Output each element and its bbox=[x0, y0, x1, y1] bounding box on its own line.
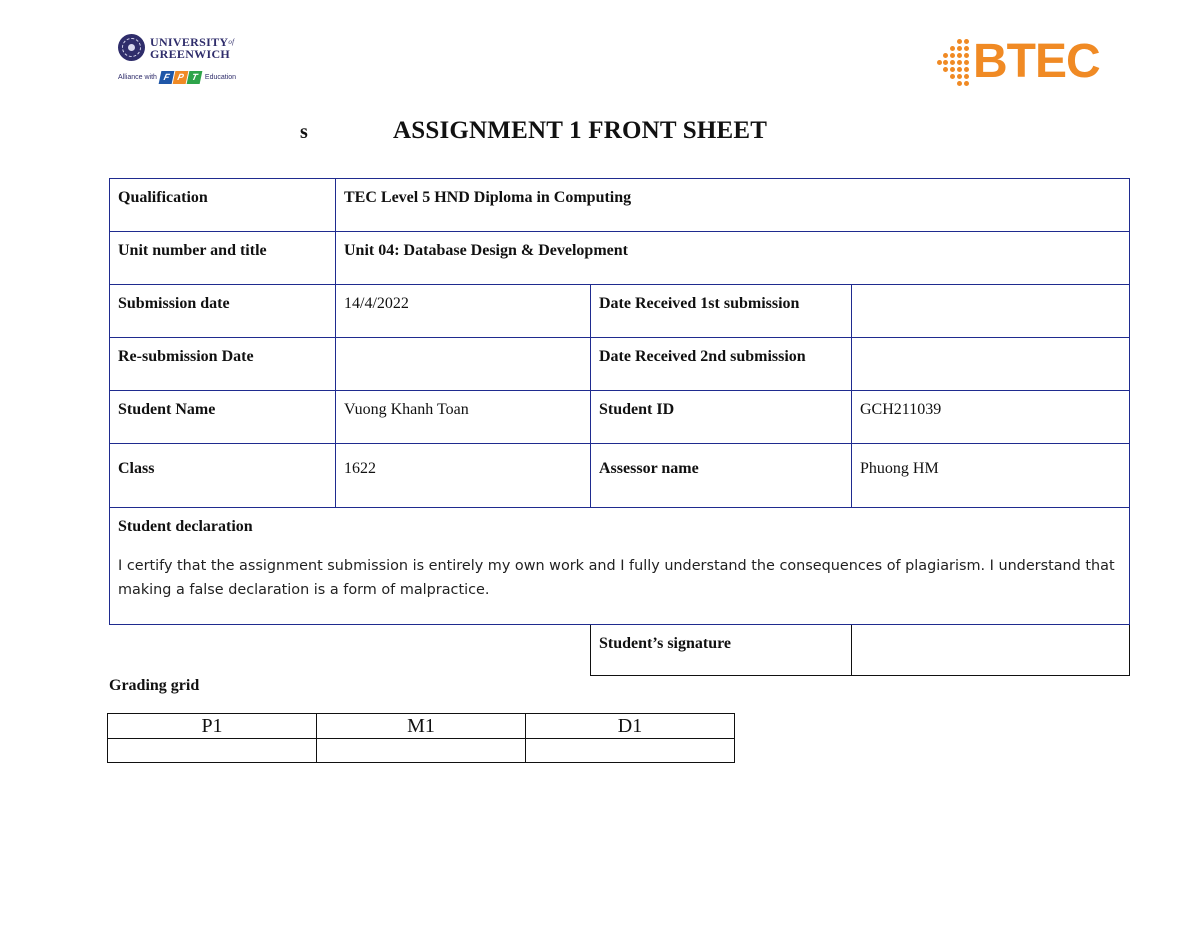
university-seal-icon bbox=[118, 34, 145, 61]
alliance-suffix: Education bbox=[204, 74, 237, 81]
student-name-label: Student Name bbox=[110, 391, 336, 444]
date-received-1-label: Date Received 1st submission bbox=[591, 285, 852, 338]
university-logo bbox=[118, 34, 248, 94]
grade-value-m1[interactable] bbox=[317, 739, 526, 763]
fpt-logo: F P T bbox=[160, 71, 202, 84]
submission-date-value: 14/4/2022 bbox=[336, 285, 591, 338]
signature-field[interactable] bbox=[852, 625, 1130, 676]
unit-row bbox=[110, 232, 1130, 285]
student-name-value: Vuong Khanh Toan bbox=[336, 391, 591, 444]
assessor-value: Phuong HM bbox=[852, 444, 1130, 508]
date-received-2-label: Date Received 2nd submission bbox=[591, 338, 852, 391]
student-id-label: Student ID bbox=[591, 391, 852, 444]
date-received-2-value bbox=[852, 338, 1130, 391]
grading-value-row bbox=[108, 739, 735, 763]
resubmission-label: Re-submission Date bbox=[110, 338, 336, 391]
declaration-row bbox=[110, 508, 1130, 625]
unit-value: Unit 04: Database Design & Development bbox=[336, 232, 1130, 285]
university-wordmark: $UNIVERSITY^{of}$ GREENWICH bbox=[150, 34, 235, 61]
student-row bbox=[110, 391, 1130, 444]
alliance-prefix: Alliance with bbox=[118, 74, 157, 81]
alliance-line bbox=[118, 71, 248, 84]
assessor-label: Assessor name bbox=[591, 444, 852, 508]
date-received-1-value bbox=[852, 285, 1130, 338]
qualification-label: Qualification bbox=[110, 179, 336, 232]
class-value: 1622 bbox=[336, 444, 591, 508]
grading-grid-table bbox=[107, 713, 735, 763]
grade-value-d1[interactable] bbox=[526, 739, 735, 763]
title-prefix: s bbox=[300, 121, 308, 143]
page-title: ASSIGNMENT 1 FRONT SHEET bbox=[393, 117, 768, 144]
resubmission-value bbox=[336, 338, 591, 391]
grade-header-m1: M1 bbox=[317, 714, 526, 739]
qualification-value: TEC Level 5 HND Diploma in Computing bbox=[336, 179, 1130, 232]
submission-row bbox=[110, 285, 1130, 338]
declaration-heading: Student declaration bbox=[118, 518, 253, 535]
btec-dots-icon bbox=[937, 37, 971, 87]
class-label: Class bbox=[110, 444, 336, 508]
student-id-value: GCH211039 bbox=[852, 391, 1130, 444]
front-sheet-table bbox=[109, 178, 1130, 676]
resubmission-row bbox=[110, 338, 1130, 391]
signature-row bbox=[110, 625, 1130, 676]
qualification-row bbox=[110, 179, 1130, 232]
signature-label: Student’s signature bbox=[591, 625, 852, 676]
class-row bbox=[110, 444, 1130, 508]
btec-logo bbox=[937, 34, 1122, 90]
grade-value-p1[interactable] bbox=[108, 739, 317, 763]
signature-spacer bbox=[110, 625, 591, 676]
grading-header-row bbox=[108, 714, 735, 739]
grade-header-d1: D1 bbox=[526, 714, 735, 739]
declaration-text: I certify that the assignment submission is entirely my own work and I fully understand the consequences of plagiarism. I understand that making a false declaration is a form of malpractice. bbox=[118, 558, 1115, 598]
submission-date-label: Submission date bbox=[110, 285, 336, 338]
unit-label: Unit number and title bbox=[110, 232, 336, 285]
grade-header-p1: P1 bbox=[108, 714, 317, 739]
btec-wordmark: BTEC bbox=[973, 35, 1100, 88]
declaration-cell bbox=[110, 508, 1130, 625]
grading-grid-label: Grading grid bbox=[109, 677, 200, 694]
